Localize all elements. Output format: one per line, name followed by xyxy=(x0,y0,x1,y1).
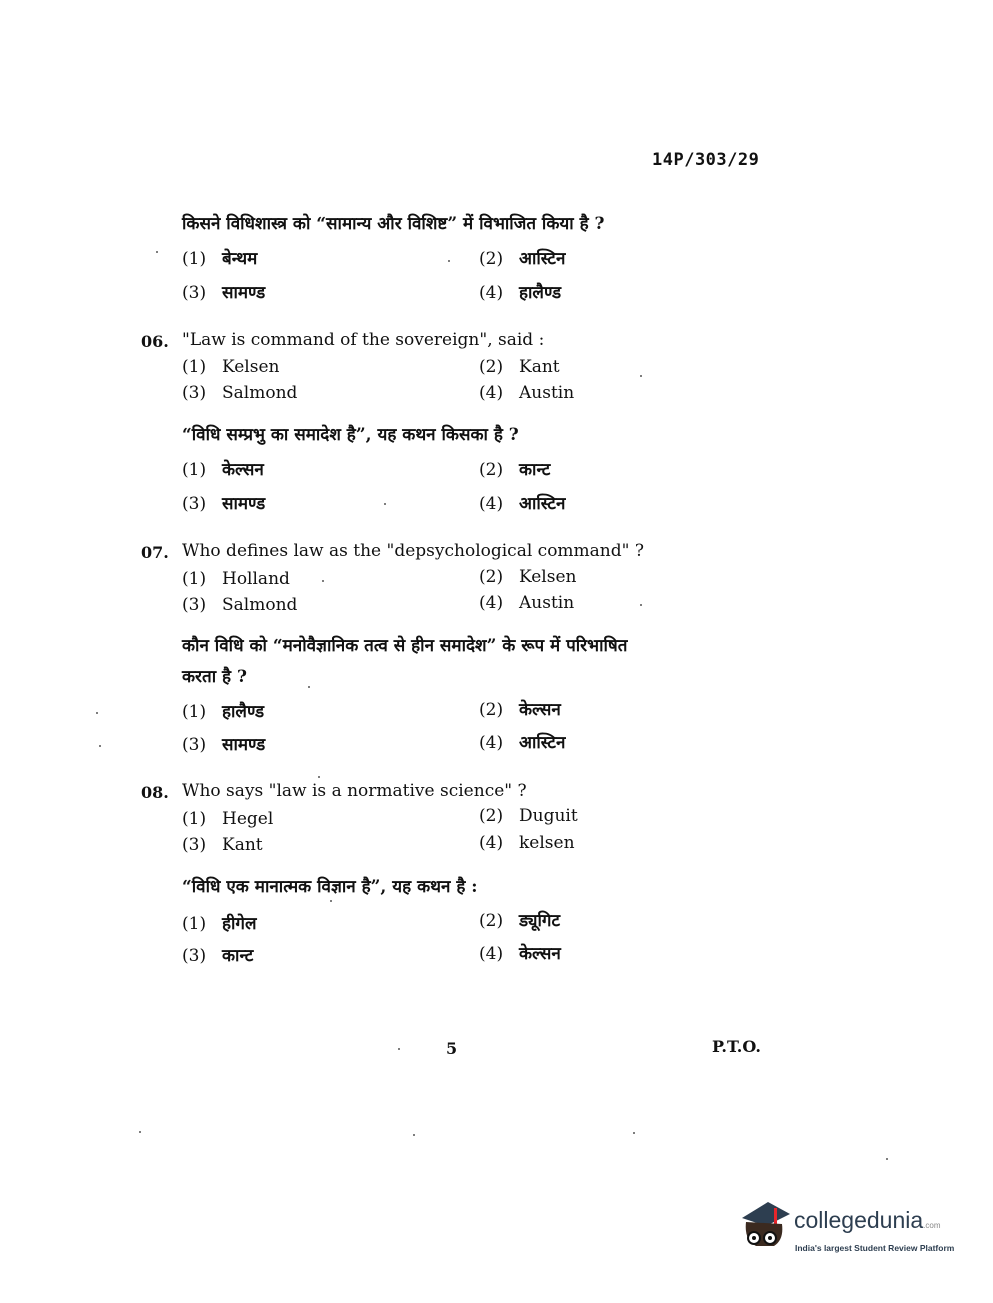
q5-hi-option-1: (1) बेन्थम xyxy=(182,249,258,269)
question-8-hindi: “विधि एक मानात्मक विज्ञान है”, यह कथन है : xyxy=(182,877,478,897)
question-7-english: Who defines law as the "depsychological command" ? xyxy=(182,541,644,561)
question-8-number: 08. xyxy=(141,783,169,802)
question-7-hindi-line2: करता है ? xyxy=(182,667,247,687)
q6-en-option-1: (1) Kelsen xyxy=(182,357,280,377)
q7-hi-option-2: (2) केल्सन xyxy=(479,700,561,720)
q8-en-option-4: (4) kelsen xyxy=(479,833,575,853)
q7-hi-option-1: (1) हालैण्ड xyxy=(182,702,265,722)
question-6-english: "Law is command of the sovereign", said : xyxy=(182,330,545,350)
q8-en-option-3: (3) Kant xyxy=(182,835,263,855)
q8-hi-option-1: (1) हीगेल xyxy=(182,914,257,934)
q8-hi-option-4: (4) केल्सन xyxy=(479,944,561,964)
q8-en-option-1: (1) Hegel xyxy=(182,809,274,829)
watermark-brand: collegedunia.com xyxy=(794,1207,941,1233)
q6-hi-option-1: (1) केल्सन xyxy=(182,460,264,480)
q8-hi-option-2: (2) ड्यूगिट xyxy=(479,911,561,931)
q5-hi-option-4: (4) हालैण्ड xyxy=(479,283,562,303)
watermark-tagline: India's largest Student Review Platform xyxy=(795,1243,955,1253)
question-5-hindi: किसने विधिशास्त्र को “सामान्य और विशिष्ट” में विभाजित किया है ? xyxy=(182,214,605,234)
q8-hi-option-3: (3) कान्ट xyxy=(182,946,254,966)
question-7-hindi-line1: कौन विधि को “मनोवैज्ञानिक तत्व से हीन समादेश” के रूप में परिभाषित xyxy=(182,636,628,656)
q6-hi-option-3: (3) सामण्ड xyxy=(182,494,266,514)
question-6-number: 06. xyxy=(141,332,169,351)
page-number: 5 xyxy=(446,1039,458,1058)
question-8-english: Who says "law is a normative science" ? xyxy=(182,781,527,801)
paper-code: 14P/303/29 xyxy=(652,150,760,170)
q7-en-option-2: (2) Kelsen xyxy=(479,567,577,587)
q7-hi-option-3: (3) सामण्ड xyxy=(182,735,266,755)
q6-en-option-3: (3) Salmond xyxy=(182,383,298,403)
q6-hi-option-4: (4) आस्टिन xyxy=(479,494,566,514)
q6-en-option-2: (2) Kant xyxy=(479,357,560,377)
q5-hi-option-3: (3) सामण्ड xyxy=(182,283,266,303)
q6-hi-option-2: (2) कान्ट xyxy=(479,460,551,480)
q5-hi-option-2: (2) आस्टिन xyxy=(479,249,566,269)
pto-label: P.T.O. xyxy=(712,1037,761,1056)
q8-en-option-2: (2) Duguit xyxy=(479,806,578,826)
q7-en-option-1: (1) Holland xyxy=(182,569,290,589)
q7-en-option-4: (4) Austin xyxy=(479,593,575,613)
question-7-number: 07. xyxy=(141,543,169,562)
q7-hi-option-4: (4) आस्टिन xyxy=(479,733,566,753)
question-6-hindi: “विधि सम्प्रभु का समादेश है”, यह कथन किसका है ? xyxy=(182,425,519,445)
student-mascot-icon xyxy=(738,1196,794,1256)
q7-en-option-3: (3) Salmond xyxy=(182,595,298,615)
q6-en-option-4: (4) Austin xyxy=(479,383,575,403)
